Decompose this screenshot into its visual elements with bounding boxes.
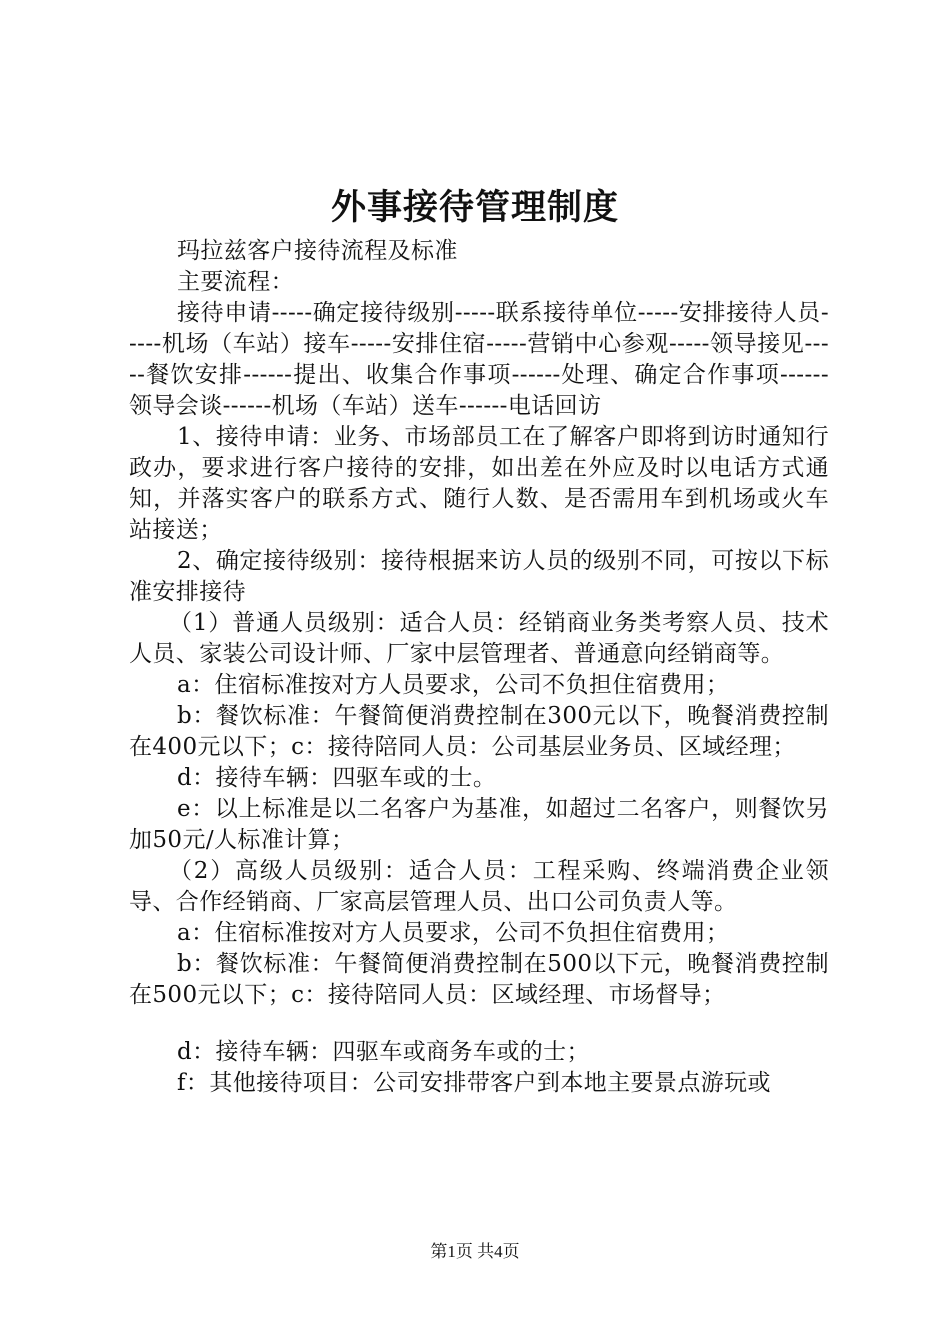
paragraph-subtitle: 玛拉兹客户接待流程及标准 (177, 238, 458, 264)
paragraph-process-flow: 接待申请-----确定接待级别-----联系接待单位-----安排接待人员-----机场（车站）接车-----安排住宿-----营销中心参观-----领导接见-----餐饮安排------提出、收集合作事项------处理、确定合作事项------领导会谈------机场（车站）送车------电话回访 (129, 300, 829, 419)
paragraph-senior-level: （2）高级人员级别：适合人员：工程采购、终端消费企业领导、合作经销商、厂家高层管理人员、出口公司负责人等。 (129, 858, 829, 915)
paragraph-ordinary-e: e：以上标准是以二名客户为基准，如超过二名客户，则餐饮另加50元/人标准计算； (129, 796, 829, 853)
page-number: 第1页 共4页 (430, 1242, 520, 1261)
paragraph-main-process-label: 主要流程： (177, 269, 294, 295)
document-title: 外事接待管理制度 (330, 187, 619, 228)
paragraph-senior-a: a：住宿标准按对方人员要求，公司不负担住宿费用； (177, 920, 730, 946)
paragraph-reception-request: 1、接待申请：业务、市场部员工在了解客户即将到访时通知行政办，要求进行客户接待的安排，如出差在外应及时以电话方式通知，并落实客户的联系方式、随行人数、是否需用车到机场或火车站接送； (129, 424, 829, 543)
paragraph-ordinary-level: （1）普通人员级别：适合人员：经销商业务类考察人员、技术人员、家装公司设计师、厂家中层管理者、普通意向经销商等。 (129, 610, 829, 667)
paragraph-senior-b: b：餐饮标准：午餐简便消费控制在500以下元，晚餐消费控制在500元以下；c：接待陪同人员：区域经理、市场督导； (129, 951, 829, 1008)
paragraph-ordinary-b: b：餐饮标准：午餐简便消费控制在300元以下，晚餐消费控制在400元以下；c：接待陪同人员：公司基层业务员、区域经理； (129, 703, 829, 760)
paragraph-ordinary-d: d：接待车辆：四驱车或的士。 (177, 765, 497, 791)
document-body (129, 236, 829, 1099)
paragraph-reception-level: 2、确定接待级别：接待根据来访人员的级别不同，可按以下标准安排接待 (129, 548, 829, 605)
paragraph-senior-d: d：接待车辆：四驱车或商务车或的士； (177, 1039, 590, 1065)
paragraph-ordinary-a: a：住宿标准按对方人员要求，公司不负担住宿费用； (177, 672, 730, 698)
paragraph-senior-f: f：其他接待项目：公司安排带客户到本地主要景点游玩或 (177, 1070, 771, 1096)
